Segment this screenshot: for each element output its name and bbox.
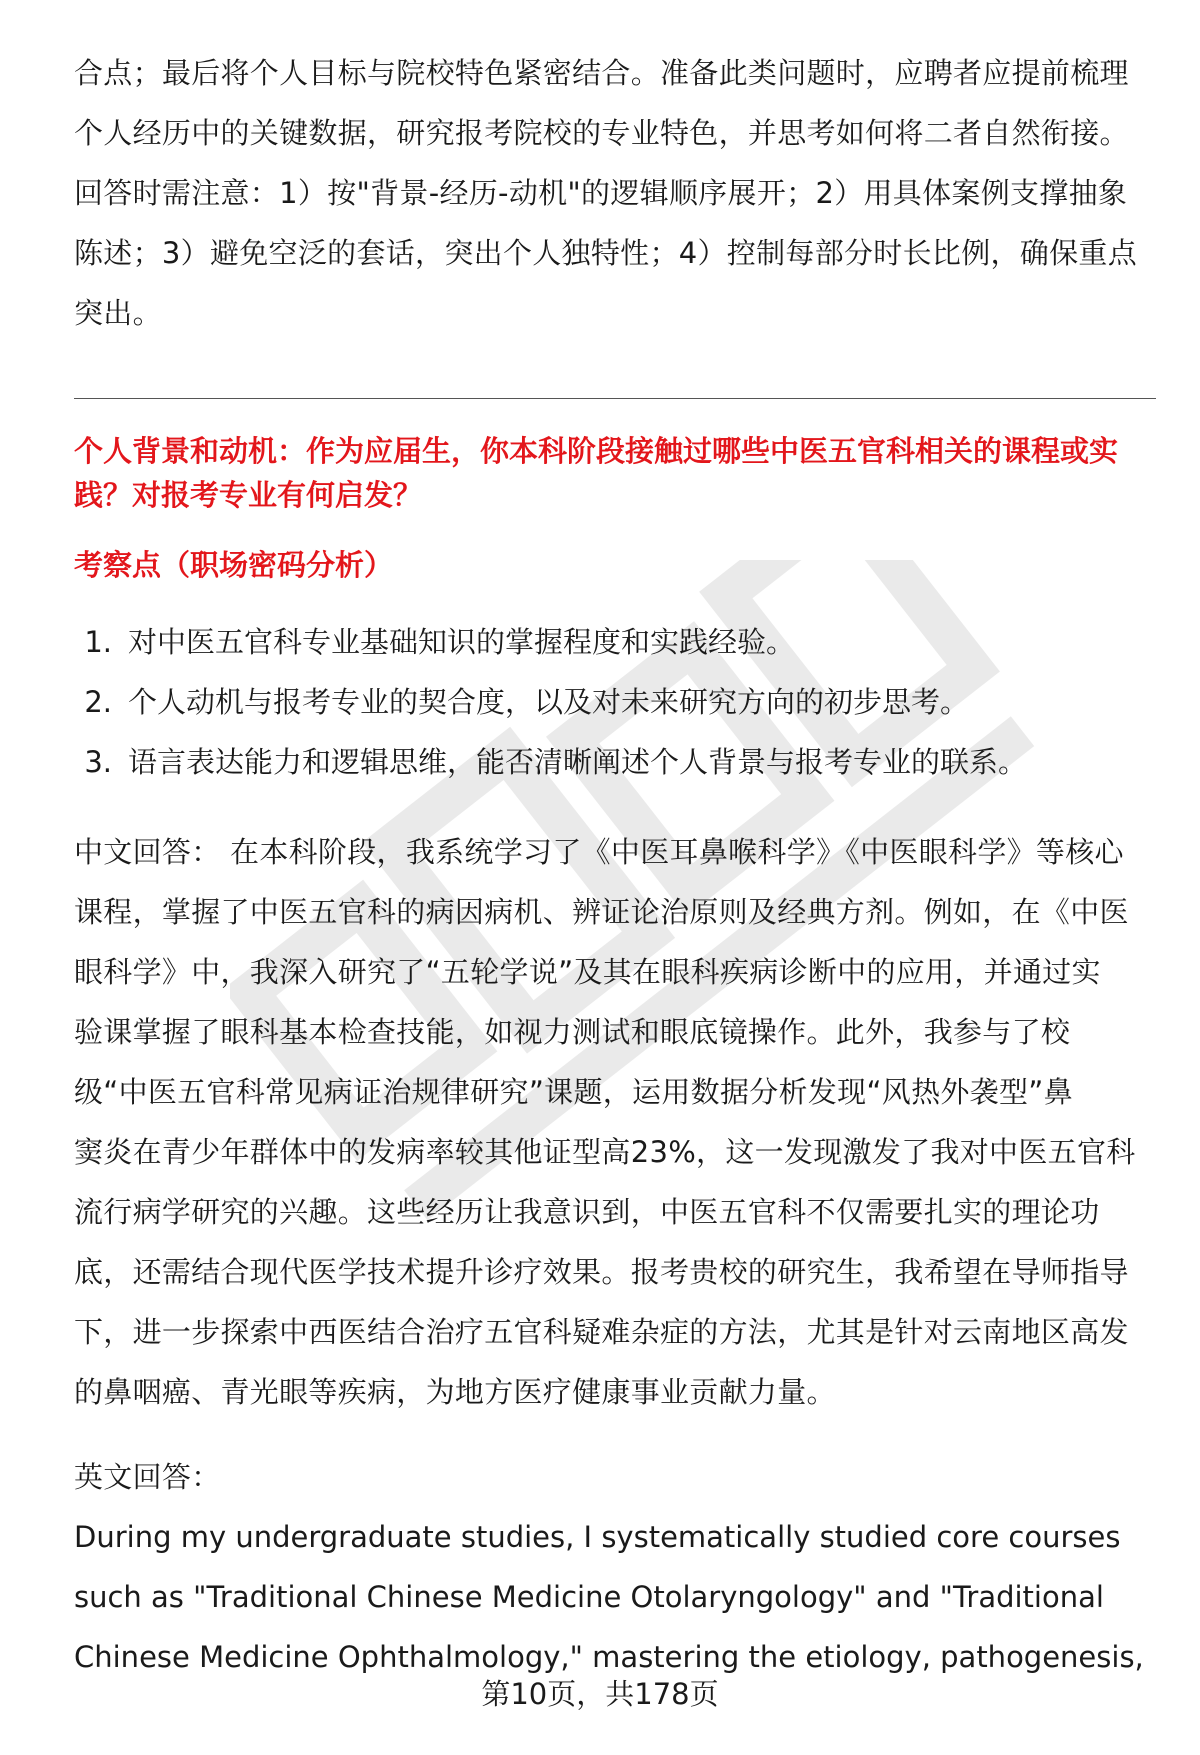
answer-line: 底，还需结合现代医学技术提升诊疗效果。报考贵校的研究生，我希望在导师指导 (74, 1255, 1129, 1289)
answer-line: 级“中医五官科常见病证治规律研究”课题，运用数据分析发现“风热外袭型”鼻 (74, 1075, 1073, 1109)
answer-line: 下，进一步探索中西医结合治疗五官科疑难杂症的方法，尤其是针对云南地区高发 (74, 1315, 1129, 1349)
list-number: 1. (84, 625, 112, 659)
list-text: 个人动机与报考专业的契合度，以及对未来研究方向的初步思考。 (128, 685, 970, 719)
chinese-answer (74, 822, 1156, 1422)
question-line: 个人背景和动机：作为应届生，你本科阶段接触过哪些中医五官科相关的课程或实 (74, 434, 1119, 468)
question-line: 践？对报考专业有何启发？ (74, 478, 423, 512)
section-divider (74, 398, 1156, 399)
answer-line: 流行病学研究的兴趣。这些经历让我意识到，中医五官科不仅需要扎实的理论功 (74, 1195, 1100, 1229)
list-item (74, 732, 1156, 792)
question-heading (74, 429, 1156, 517)
english-line: Chinese Medicine Ophthalmology," mastering the etiology, pathogenesis, (74, 1640, 1144, 1674)
intro-line: 陈述；3）避免空泛的套话，突出个人独特性；4）控制每部分时长比例，确保重点 (74, 236, 1138, 270)
page-number: 第10页，共178页 (481, 1677, 719, 1711)
intro-line: 合点；最后将个人目标与院校特色紧密结合。准备此类问题时，应聘者应提前梳理 (74, 56, 1129, 90)
analysis-points (74, 612, 1156, 792)
list-number: 3. (84, 745, 112, 779)
intro-line: 突出。 (74, 296, 162, 330)
english-line: such as "Traditional Chinese Medicine Otolaryngology" and "Traditional (74, 1580, 1104, 1614)
english-heading: 英文回答： (74, 1460, 221, 1494)
answer-line: 验课掌握了眼科基本检查技能，如视力测试和眼底镜操作。此外，我参与了校 (74, 1015, 1071, 1049)
intro-paragraph (74, 43, 1156, 343)
answer-line: 的鼻咽癌、青光眼等疾病，为地方医疗健康事业贡献力量。 (74, 1375, 836, 1409)
intro-line: 回答时需注意：1）按"背景-经历-动机"的逻辑顺序展开；2）用具体案例支撑抽象 (74, 176, 1128, 210)
english-line: During my undergraduate studies, I systematically studied core courses (74, 1520, 1121, 1554)
intro-line: 个人经历中的关键数据，研究报考院校的专业特色，并思考如何将二者自然衔接。 (74, 116, 1129, 150)
list-number: 2. (84, 685, 112, 719)
list-item (74, 612, 1156, 672)
answer-line: 窦炎在青少年群体中的发病率较其他证型高23%，这一发现激发了我对中医五官科 (74, 1135, 1136, 1169)
list-text: 对中医五官科专业基础知识的掌握程度和实践经验。 (128, 625, 796, 659)
list-text: 语言表达能力和逻辑思维，能否清晰阐述个人背景与报考专业的联系。 (128, 745, 1028, 779)
answer-line: 眼科学》中，我深入研究了“五轮学说”及其在眼科疾病诊断中的应用，并通过实 (74, 955, 1101, 989)
analysis-heading: 考察点（职场密码分析） (74, 548, 394, 582)
list-item (74, 672, 1156, 732)
english-answer (74, 1447, 1156, 1687)
answer-line: 中文回答： 在本科阶段，我系统学习了《中医耳鼻喉科学》《中医眼科学》等核心 (74, 835, 1124, 869)
analysis-heading-block (74, 545, 1156, 585)
answer-line: 课程，掌握了中医五官科的病因病机、辨证论治原则及经典方剂。例如，在《中医 (74, 895, 1129, 929)
